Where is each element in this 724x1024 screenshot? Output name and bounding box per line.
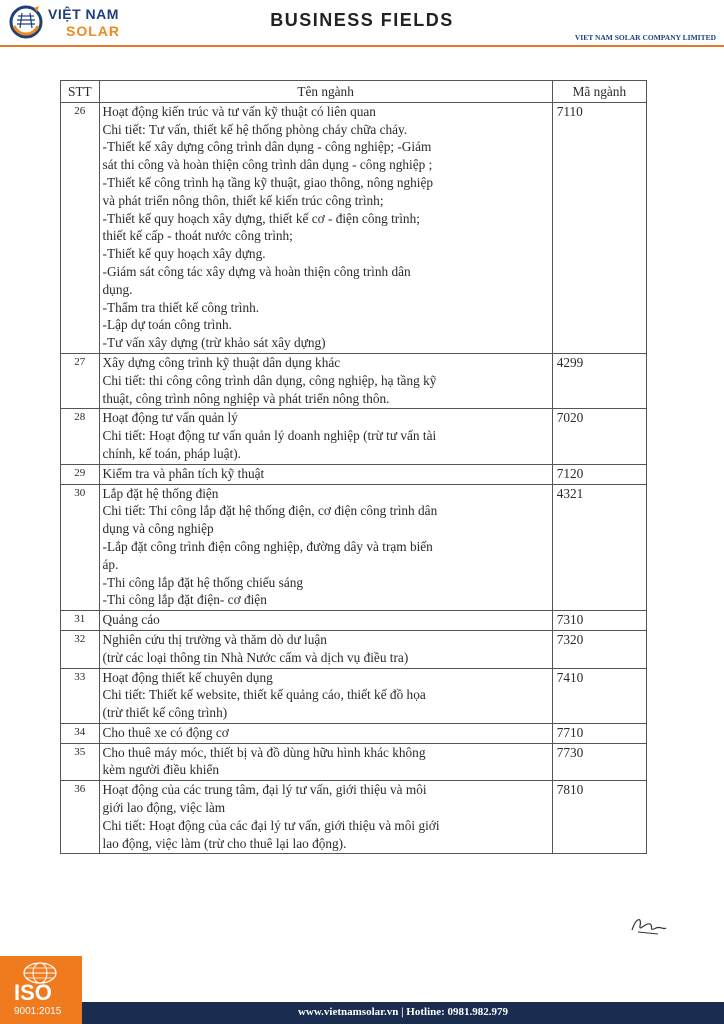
page-title: BUSINESS FIELDS bbox=[270, 10, 454, 30]
table-row bbox=[61, 630, 647, 668]
row-industry-code: 7120 bbox=[552, 464, 646, 484]
row-industry-code: 7410 bbox=[552, 668, 646, 723]
table-row bbox=[61, 781, 647, 854]
row-stt: 32 bbox=[61, 630, 100, 668]
row-industry-code: 7310 bbox=[552, 611, 646, 631]
table-row bbox=[61, 611, 647, 631]
industry-text-line: kèm người điều khiển bbox=[102, 762, 220, 778]
row-industry-name bbox=[99, 630, 552, 668]
row-industry-name bbox=[99, 409, 552, 464]
table-body bbox=[61, 102, 647, 854]
industry-text-line: dụng và công nghiệp bbox=[102, 521, 214, 537]
header-divider bbox=[0, 45, 724, 47]
industry-text-line: Hoạt động của các trung tâm, đại lý tư vấn, giới thiệu và môi bbox=[102, 782, 427, 798]
industry-text-line: lao động, việc làm (trừ cho thuê lại lao động). bbox=[102, 835, 347, 851]
industry-text-line: -Lắp đặt công trình điện công nghiệp, đường dây và trạm biến bbox=[102, 538, 433, 554]
table-row bbox=[61, 353, 647, 408]
row-industry-name bbox=[99, 781, 552, 854]
table-header-row bbox=[61, 81, 647, 103]
row-industry-code: 7020 bbox=[552, 409, 646, 464]
company-name: VIET NAM SOLAR COMPANY LIMITED bbox=[574, 33, 716, 42]
industry-text-line: áp. bbox=[102, 556, 119, 572]
industry-text-line: thiết kế cấp - thoát nước công trình; bbox=[102, 228, 293, 244]
industry-text-line: Chi tiết: Hoạt động tư vấn quản lý doanh nghiệp (trừ tư vấn tài bbox=[102, 428, 437, 444]
industry-text-line: chính, kế toán, pháp luật). bbox=[102, 445, 241, 461]
row-stt: 34 bbox=[61, 723, 100, 743]
row-stt: 33 bbox=[61, 668, 100, 723]
table-row bbox=[61, 102, 647, 353]
industry-text-line: Kiểm tra và phân tích kỹ thuật bbox=[102, 465, 265, 481]
iso-standard: 9001:2015 bbox=[14, 1006, 62, 1017]
row-industry-name bbox=[99, 723, 552, 743]
row-industry-name bbox=[99, 464, 552, 484]
footer-bar bbox=[82, 1002, 724, 1024]
row-industry-code: 7110 bbox=[552, 102, 646, 353]
row-industry-name bbox=[99, 668, 552, 723]
industry-text-line: -Thi công lắp đặt điện- cơ điện bbox=[102, 592, 267, 608]
table-row bbox=[61, 668, 647, 723]
industry-text-line: Cho thuê xe có động cơ bbox=[102, 724, 229, 740]
row-stt: 36 bbox=[61, 781, 100, 854]
table-row bbox=[61, 743, 647, 781]
row-industry-code: 7710 bbox=[552, 723, 646, 743]
industry-text-line: -Giám sát công tác xây dựng và hoàn thiện công trình dân bbox=[102, 263, 411, 279]
industry-text-line: -Thiết kế quy hoạch xây dựng. bbox=[102, 246, 266, 262]
industry-text-line: -Thẩm tra thiết kế công trình. bbox=[102, 299, 260, 315]
industry-text-line: giới lao động, việc làm bbox=[102, 800, 226, 816]
business-fields-table bbox=[60, 80, 647, 854]
row-stt: 28 bbox=[61, 409, 100, 464]
column-header-stt: STT bbox=[61, 81, 100, 103]
industry-text-line: Hoạt động thiết kế chuyên dụng bbox=[102, 669, 273, 685]
industry-text-line: Xây dựng công trình kỹ thuật dân dụng khác bbox=[102, 354, 341, 370]
industry-text-line: Chi tiết: thi công công trình dân dụng, công nghiệp, hạ tầng kỹ bbox=[102, 372, 437, 388]
iso-label: ISO bbox=[14, 980, 52, 1005]
row-stt: 29 bbox=[61, 464, 100, 484]
industry-text-line: -Lập dự toán công trình. bbox=[102, 317, 232, 333]
row-stt: 31 bbox=[61, 611, 100, 631]
industry-text-line: thuật, công trình nông nghiệp và phát triển nông thôn. bbox=[102, 390, 390, 406]
row-industry-name bbox=[99, 743, 552, 781]
industry-text-line: Hoạt động tư vấn quản lý bbox=[102, 410, 238, 426]
industry-text-line: và phát triển nông thôn, thiết kế kiến trúc công trình; bbox=[102, 192, 384, 208]
industry-text-line: Nghiên cứu thị trường và thăm dò dư luận bbox=[102, 631, 327, 647]
footer-contact: www.vietnamsolar.vn | Hotline: 0981.982.979 bbox=[297, 1006, 509, 1018]
row-industry-code: 4321 bbox=[552, 484, 646, 611]
row-industry-code: 7730 bbox=[552, 743, 646, 781]
table-row bbox=[61, 464, 647, 484]
industry-text-line: Cho thuê máy móc, thiết bị và đồ dùng hữu hình khác không bbox=[102, 744, 426, 760]
initials-signature bbox=[628, 912, 668, 936]
row-stt: 35 bbox=[61, 743, 100, 781]
industry-text-line: -Thiết kế công trình hạ tầng kỹ thuật, giao thông, nông nghiệp bbox=[102, 174, 434, 190]
industry-text-line: Quảng cáo bbox=[102, 612, 160, 628]
page-header bbox=[0, 0, 724, 48]
industry-text-line: -Thiết kế quy hoạch xây dựng, thiết kế cơ - điện công trình; bbox=[102, 210, 420, 226]
row-industry-code: 7810 bbox=[552, 781, 646, 854]
column-header-code: Mã ngành bbox=[552, 81, 646, 103]
logo-text-bottom: SOLAR bbox=[66, 23, 120, 39]
industry-text-line: Chi tiết: Thi công lắp đặt hệ thống điện, cơ điện công trình dân bbox=[102, 503, 438, 519]
row-industry-code: 4299 bbox=[552, 353, 646, 408]
industry-text-line: -Tư vấn xây dựng (trừ khảo sát xây dựng) bbox=[102, 335, 326, 351]
industry-text-line: Hoạt động kiến trúc và tư vấn kỹ thuật có liên quan bbox=[102, 103, 376, 119]
industry-text-line: Lắp đặt hệ thống điện bbox=[102, 485, 219, 501]
row-stt: 27 bbox=[61, 353, 100, 408]
industry-text-line: Chi tiết: Hoạt động của các đại lý tư vấn, giới thiệu và môi giới bbox=[102, 817, 440, 833]
row-stt: 30 bbox=[61, 484, 100, 611]
table-row bbox=[61, 409, 647, 464]
row-industry-name bbox=[99, 102, 552, 353]
column-header-name: Tên ngành bbox=[99, 81, 552, 103]
row-stt: 26 bbox=[61, 102, 100, 353]
industry-text-line: -Thi công lắp đặt hệ thống chiếu sáng bbox=[102, 574, 304, 590]
logo-text-top: VIỆT NAM bbox=[48, 6, 119, 22]
row-industry-name bbox=[99, 353, 552, 408]
row-industry-code: 7320 bbox=[552, 630, 646, 668]
industry-text-line: (trừ các loại thông tin Nhà Nước cấm và dịch vụ điều tra) bbox=[102, 649, 409, 665]
industry-text-line: (trừ thiết kế công trình) bbox=[102, 705, 228, 721]
industry-text-line: -Thiết kế xây dựng công trình dân dụng - công nghiệp; -Giám bbox=[102, 139, 432, 155]
table-row bbox=[61, 484, 647, 611]
industry-text-line: dụng. bbox=[102, 281, 133, 297]
industry-text-line: Chi tiết: Tư vấn, thiết kế hệ thống phòng cháy chữa cháy. bbox=[102, 121, 408, 137]
row-industry-name bbox=[99, 611, 552, 631]
table-row bbox=[61, 723, 647, 743]
industry-text-line: Chi tiết: Thiết kế website, thiết kế quảng cáo, thiết kế đồ họa bbox=[102, 687, 426, 703]
row-industry-name bbox=[99, 484, 552, 611]
industry-text-line: sát thi công và hoàn thiện công trình dân dụng - công nghiệp ; bbox=[102, 157, 433, 173]
